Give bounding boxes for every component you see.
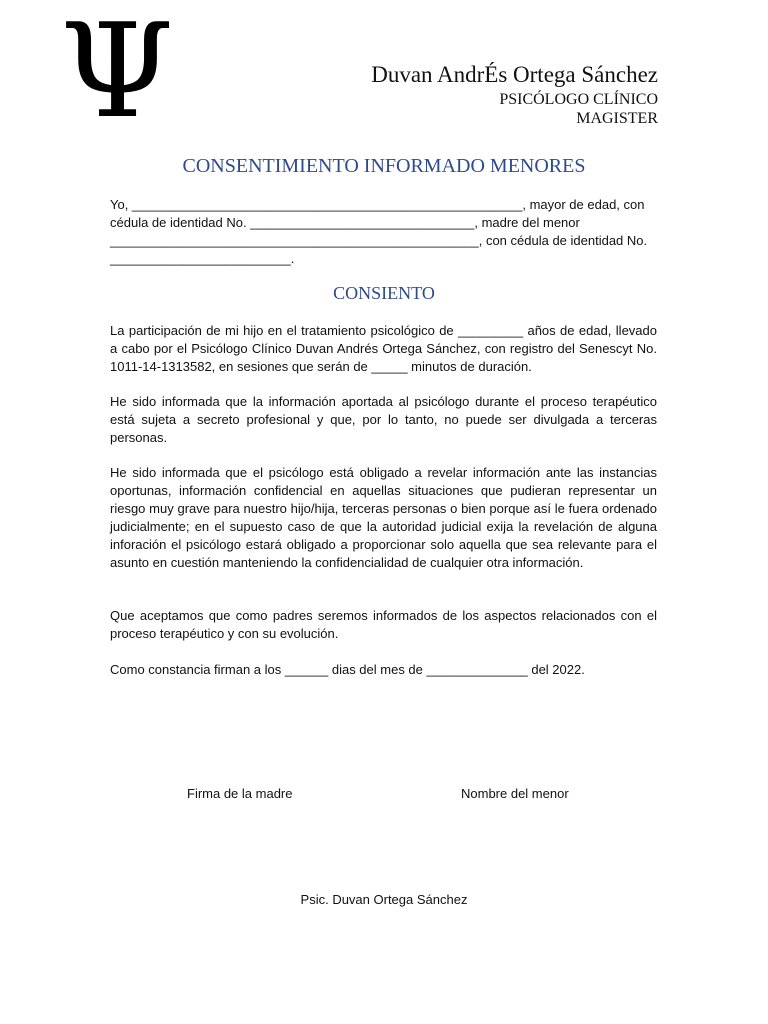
- psychologist-name: Duvan AndrÉs Ortega Sánchez: [371, 62, 658, 87]
- psychologist-signature-label: Psic. Duvan Ortega Sánchez: [300, 892, 468, 907]
- section-title: CONSIENTO: [333, 283, 435, 303]
- psychologist-degree: MAGISTER: [576, 110, 658, 127]
- child-name-label: Nombre del menor: [461, 786, 569, 801]
- psi-logo-icon: Ψ: [60, 0, 175, 147]
- psychologist-role: PSICÓLOGO CLÍNICO: [499, 91, 658, 108]
- letterhead: [371, 60, 658, 128]
- document-title: CONSENTIMIENTO INFORMADO MENORES: [182, 155, 586, 177]
- consent-paragraph-5: Como constancia firman a los ______ dias del mes de ______________ del 2022.: [110, 662, 585, 677]
- consent-paragraph-1: La participación de mi hijo en el tratamiento psicológico de _________ años de edad, llevado a cabo por el Psicólogo Clínico Duvan Andrés Ortega Sánchez, con registro del Senescyt No. 1011-14-1313582, en sesiones que serán de _____ minutos de duración.: [110, 323, 657, 374]
- consent-paragraph-2: He sido informada que la información aportada al psicólogo durante el proceso terapéutico está sujeta a secreto profesional y que, por lo tanto, no puede ser divulgada a terceras personas.: [110, 394, 657, 445]
- consent-paragraph-3: He sido informada que el psicólogo está obligado a revelar información ante las instancias oportunas, información confidencial en aquellas situaciones que pudieran representar un riesgo muy grave para nuestro hijo/hija, terceras personas o bien porque así le fuera ordenado judicialmente; en el supuesto caso de que la autoridad judicial exija la revelación de alguna inforación el psicólogo estará obligado a proporcionar solo aquella que sea relevante para el asunto en cuestión manteniendo la confidencialidad de cualquier otra información.: [110, 465, 657, 570]
- intro-paragraph: Yo, ______________________________________________________, mayor de edad, con cédula de identidad No. _______________________________, madre del menor ___________________________________________________, con cédula de identidad No. _________________________.: [110, 197, 648, 266]
- consent-paragraph-4: Que aceptamos que como padres seremos informados de los aspectos relacionados con el proceso terapéutico y con su evolución.: [110, 608, 657, 641]
- mother-signature-label: Firma de la madre: [187, 786, 293, 801]
